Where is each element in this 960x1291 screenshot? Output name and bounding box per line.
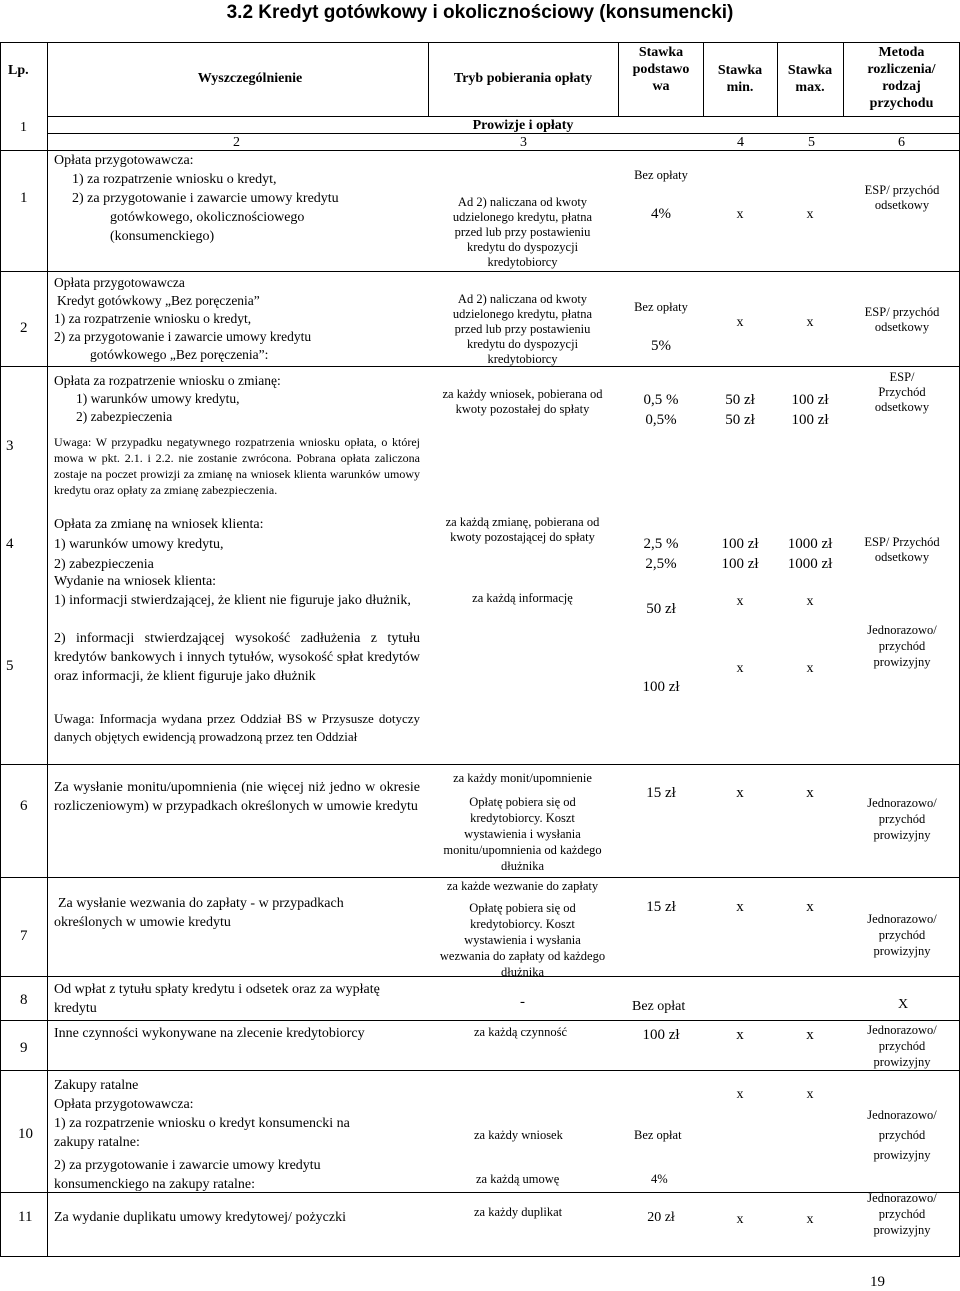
row-5-lp: 5 (6, 658, 14, 674)
row-3-base-rate: 0,5 % 0,5% (643, 392, 679, 428)
col-number-5: 5 (808, 135, 815, 150)
col-number-1: 1 (20, 120, 27, 135)
row-6-method: Jednorazowo/ przychód prowizyjny (867, 796, 937, 842)
row-9-collection-mode: za każdą czynność (474, 1025, 567, 1039)
row-5-desc-head: Wydanie na wniosek klienta: (54, 574, 217, 589)
row-2-description: Opłata przygotowawcza Kredyt gotówkowy „Bez poręczenia” 1) za rozpatrzenie wniosku o kredyt, 2) za przygotowanie i zawarcie umowy kredytu gotówkowego „Bez poręczenia”: (54, 275, 312, 362)
row-9-min: x (736, 1027, 744, 1043)
row-5-item-2: 2) informacji stwierdzającej wysokość zadłużenia z tytułu kredytów bankowych i innych tytułów, wysokość spłat kredytów oraz informacji, że klient figuruje jako dłużnik (54, 631, 420, 684)
header-base-rate: Stawka podstawo wa (632, 45, 690, 94)
row-3-collection-mode: za każdy wniosek, pobierana od kwoty pozostałej do spłaty (442, 387, 603, 416)
row-10-min: x (736, 1087, 744, 1102)
row-1-description: Opłata przygotowawcza: 1) za rozpatrzenie wniosku o kredyt, 2) za przygotowanie i zawarcie umowy kredytu gotówkowego, okolicznościowego (konsumenckiego) (54, 153, 339, 244)
row-2-min: x (736, 315, 744, 330)
row-11-method: Jednorazowo/ przychód prowizyjny (867, 1191, 937, 1237)
row-5-min-2: x (736, 661, 744, 676)
row-1-collection-mode: Ad 2) naliczana od kwoty udzielonego kredytu, płatna przed lub przy postawieniu kredytu do dyspozycji kredytobiorcy (452, 195, 593, 269)
header-max-rate: Stawka max. (787, 63, 833, 95)
row-4-min: 100 zł 100 zł (721, 536, 759, 572)
col-number-2: 2 (233, 135, 240, 150)
header-method: Metoda rozliczenia/ rodzaj przychodu (867, 45, 936, 111)
row-5-base-rate-2: 100 zł (642, 679, 680, 695)
row-9-max: x (806, 1027, 814, 1043)
row-9-base-rate: 100 zł (642, 1027, 680, 1043)
row-10-method: Jednorazowo/ przychód prowizyjny (867, 1108, 937, 1162)
row-4-description: Opłata za zmianę na wniosek klienta: 1) warunków umowy kredytu, 2) zabezpieczenia (54, 517, 264, 572)
row-2-base-rate-1: Bez opłaty (634, 300, 688, 314)
row-6-base-rate: 15 zł (646, 785, 676, 801)
row-10-description: Zakupy ratalne Opłata przygotowawcza: 1) za rozpatrzenie wniosku o kredyt konsumencki na zakupy ratalne: 2) za przygotowanie i zawarcie umowy kredytu konsumenckiego na zakupy ratalne: (54, 1078, 350, 1192)
row-6-collection-mode: za każdy monit/upomnienie Opłatę pobiera się od kredytobiorcy. Koszt wystawienia i wysłania monitu/upomnienia od każdego dłużnika (443, 771, 602, 873)
row-7-lp: 7 (20, 928, 28, 944)
header-lp: Lp. (8, 63, 29, 78)
row-7-max: x (806, 899, 814, 915)
row-1-min: x (736, 207, 744, 222)
row-10-collection-mode-2: za każdą umowę (476, 1172, 560, 1186)
col-number-6: 6 (898, 135, 905, 150)
row-10-base-rate-2: 4% (651, 1172, 668, 1186)
col-number-3: 3 (520, 135, 527, 150)
row-3-lp: 3 (6, 438, 14, 454)
row-8-description: Od wpłat z tytułu spłaty kredytu i odsetek oraz za wypłatę kredytu (54, 982, 380, 1016)
row-9-method: Jednorazowo/ przychód prowizyjny (867, 1023, 937, 1069)
row-5-max-2: x (806, 661, 814, 676)
row-11-min: x (736, 1212, 744, 1227)
row-5-collection-mode: za każdą informację (472, 591, 573, 605)
row-5-note: Uwaga: Informacja wydana przez Oddział BS w Przysusze dotyczy danych objętych ewidencją prowadzoną przez ten Oddział (54, 711, 420, 744)
row-2-lp: 2 (20, 320, 28, 336)
row-11-description: Za wydanie duplikatu umowy kredytowej/ pożyczki (54, 1210, 346, 1225)
page-number: 19 (870, 1274, 885, 1290)
row-2-method: ESP/ przychód odsetkowy (864, 305, 940, 334)
row-6-description: Za wysłanie monitu/upomnienia (nie więcej niż jedno w okresie rozliczeniowym) w przypadkach określonych w umowie kredytu (54, 780, 420, 814)
row-5-method: Jednorazowo/ przychód prowizyjny (867, 623, 937, 669)
row-3-note: Uwaga: W przypadku negatywnego rozpatrzenia wniosku opłata, o której mowa w pkt. 2.1. i 2.2. nie zostanie zwrócona. Pobrana opłata zaliczona zostaje na poczet prowizji za zmianę na wniosek klienta warunków umowy kredytu oraz opłaty za zmianę zabezpieczenia. (54, 435, 420, 497)
header-collection-mode: Tryb pobierania opłaty (453, 71, 593, 86)
row-2-base-rate-2: 5% (651, 338, 671, 354)
row-1-base-rate-2: 4% (651, 206, 671, 222)
row-4-base-rate: 2,5 % 2,5% (643, 536, 679, 572)
row-7-method: Jednorazowo/ przychód prowizyjny (867, 912, 937, 958)
row-8-collection-mode: - (520, 994, 525, 1010)
row-1-lp: 1 (20, 190, 28, 206)
row-1-base-rate-1: Bez opłaty (634, 168, 688, 182)
row-1-method: ESP/ przychód odsetkowy (864, 183, 940, 212)
row-5-base-rate-1: 50 zł (646, 601, 676, 617)
header-min-rate: Stawka min. (717, 63, 763, 95)
header-description: Wyszczególnienie (197, 71, 303, 86)
row-7-base-rate: 15 zł (646, 899, 676, 915)
row-3-min: 50 zł 50 zł (725, 392, 755, 428)
row-10-base-rate-1: Bez opłat (634, 1128, 682, 1142)
row-5-max-1: x (806, 594, 814, 609)
row-11-max: x (806, 1212, 814, 1227)
row-4-collection-mode: za każdą zmianę, pobierana od kwoty pozostającej do spłaty (445, 515, 600, 544)
row-10-lp: 10 (18, 1126, 33, 1142)
row-2-max: x (806, 315, 814, 330)
row-5-item-1: 1) informacji stwierdzającej, że klient nie figuruje jako dłużnik, (54, 593, 411, 608)
row-11-collection-mode: za każdy duplikat (474, 1205, 563, 1219)
row-10-collection-mode-1: za każdy wniosek (474, 1128, 563, 1142)
row-6-lp: 6 (20, 798, 28, 814)
section-title: Prowizje i opłaty (472, 118, 574, 133)
row-7-collection-mode: za każde wezwanie do zapłaty Opłatę pobiera się od kredytobiorcy. Koszt wystawienia i wysłania wezwania do zapłaty od każdego dłużnika (439, 879, 606, 979)
row-4-lp: 4 (6, 536, 14, 552)
row-1-max: x (806, 207, 814, 222)
row-3-max: 100 zł 100 zł (791, 392, 829, 428)
row-8-lp: 8 (20, 992, 28, 1008)
row-10-max: x (806, 1087, 814, 1102)
row-9-description: Inne czynności wykonywane na zlecenie kredytobiorcy (54, 1026, 365, 1041)
row-5-min-1: x (736, 594, 744, 609)
row-6-min: x (736, 785, 744, 801)
row-9-lp: 9 (20, 1040, 28, 1056)
row-2-collection-mode: Ad 2) naliczana od kwoty udzielonego kredytu, płatna przed lub przy postawieniu kredytu do dyspozycji kredytobiorcy (452, 292, 593, 366)
row-7-description: Za wysłanie wezwania do zapłaty - w przypadkach określonych w umowie kredytu (54, 896, 344, 930)
row-4-method: ESP/ Przychód odsetkowy (864, 535, 940, 564)
row-8-method: X (898, 997, 909, 1012)
row-6-max: x (806, 785, 814, 801)
row-3-method: ESP/ Przychód odsetkowy (874, 370, 930, 414)
row-8-base-rate: Bez opłat (632, 999, 686, 1014)
row-11-base-rate: 20 zł (647, 1210, 675, 1225)
row-7-min: x (736, 899, 744, 915)
row-3-description: Opłata za rozpatrzenie wniosku o zmianę: 1) warunków umowy kredytu, 2) zabezpieczenia (54, 373, 281, 424)
row-4-max: 1000 zł 1000 zł (787, 536, 833, 572)
row-11-lp: 11 (18, 1209, 33, 1225)
page-title: 3.2 Kredyt gotówkowy i okolicznościowy (konsumencki) (226, 2, 734, 23)
col-number-4: 4 (737, 135, 744, 150)
